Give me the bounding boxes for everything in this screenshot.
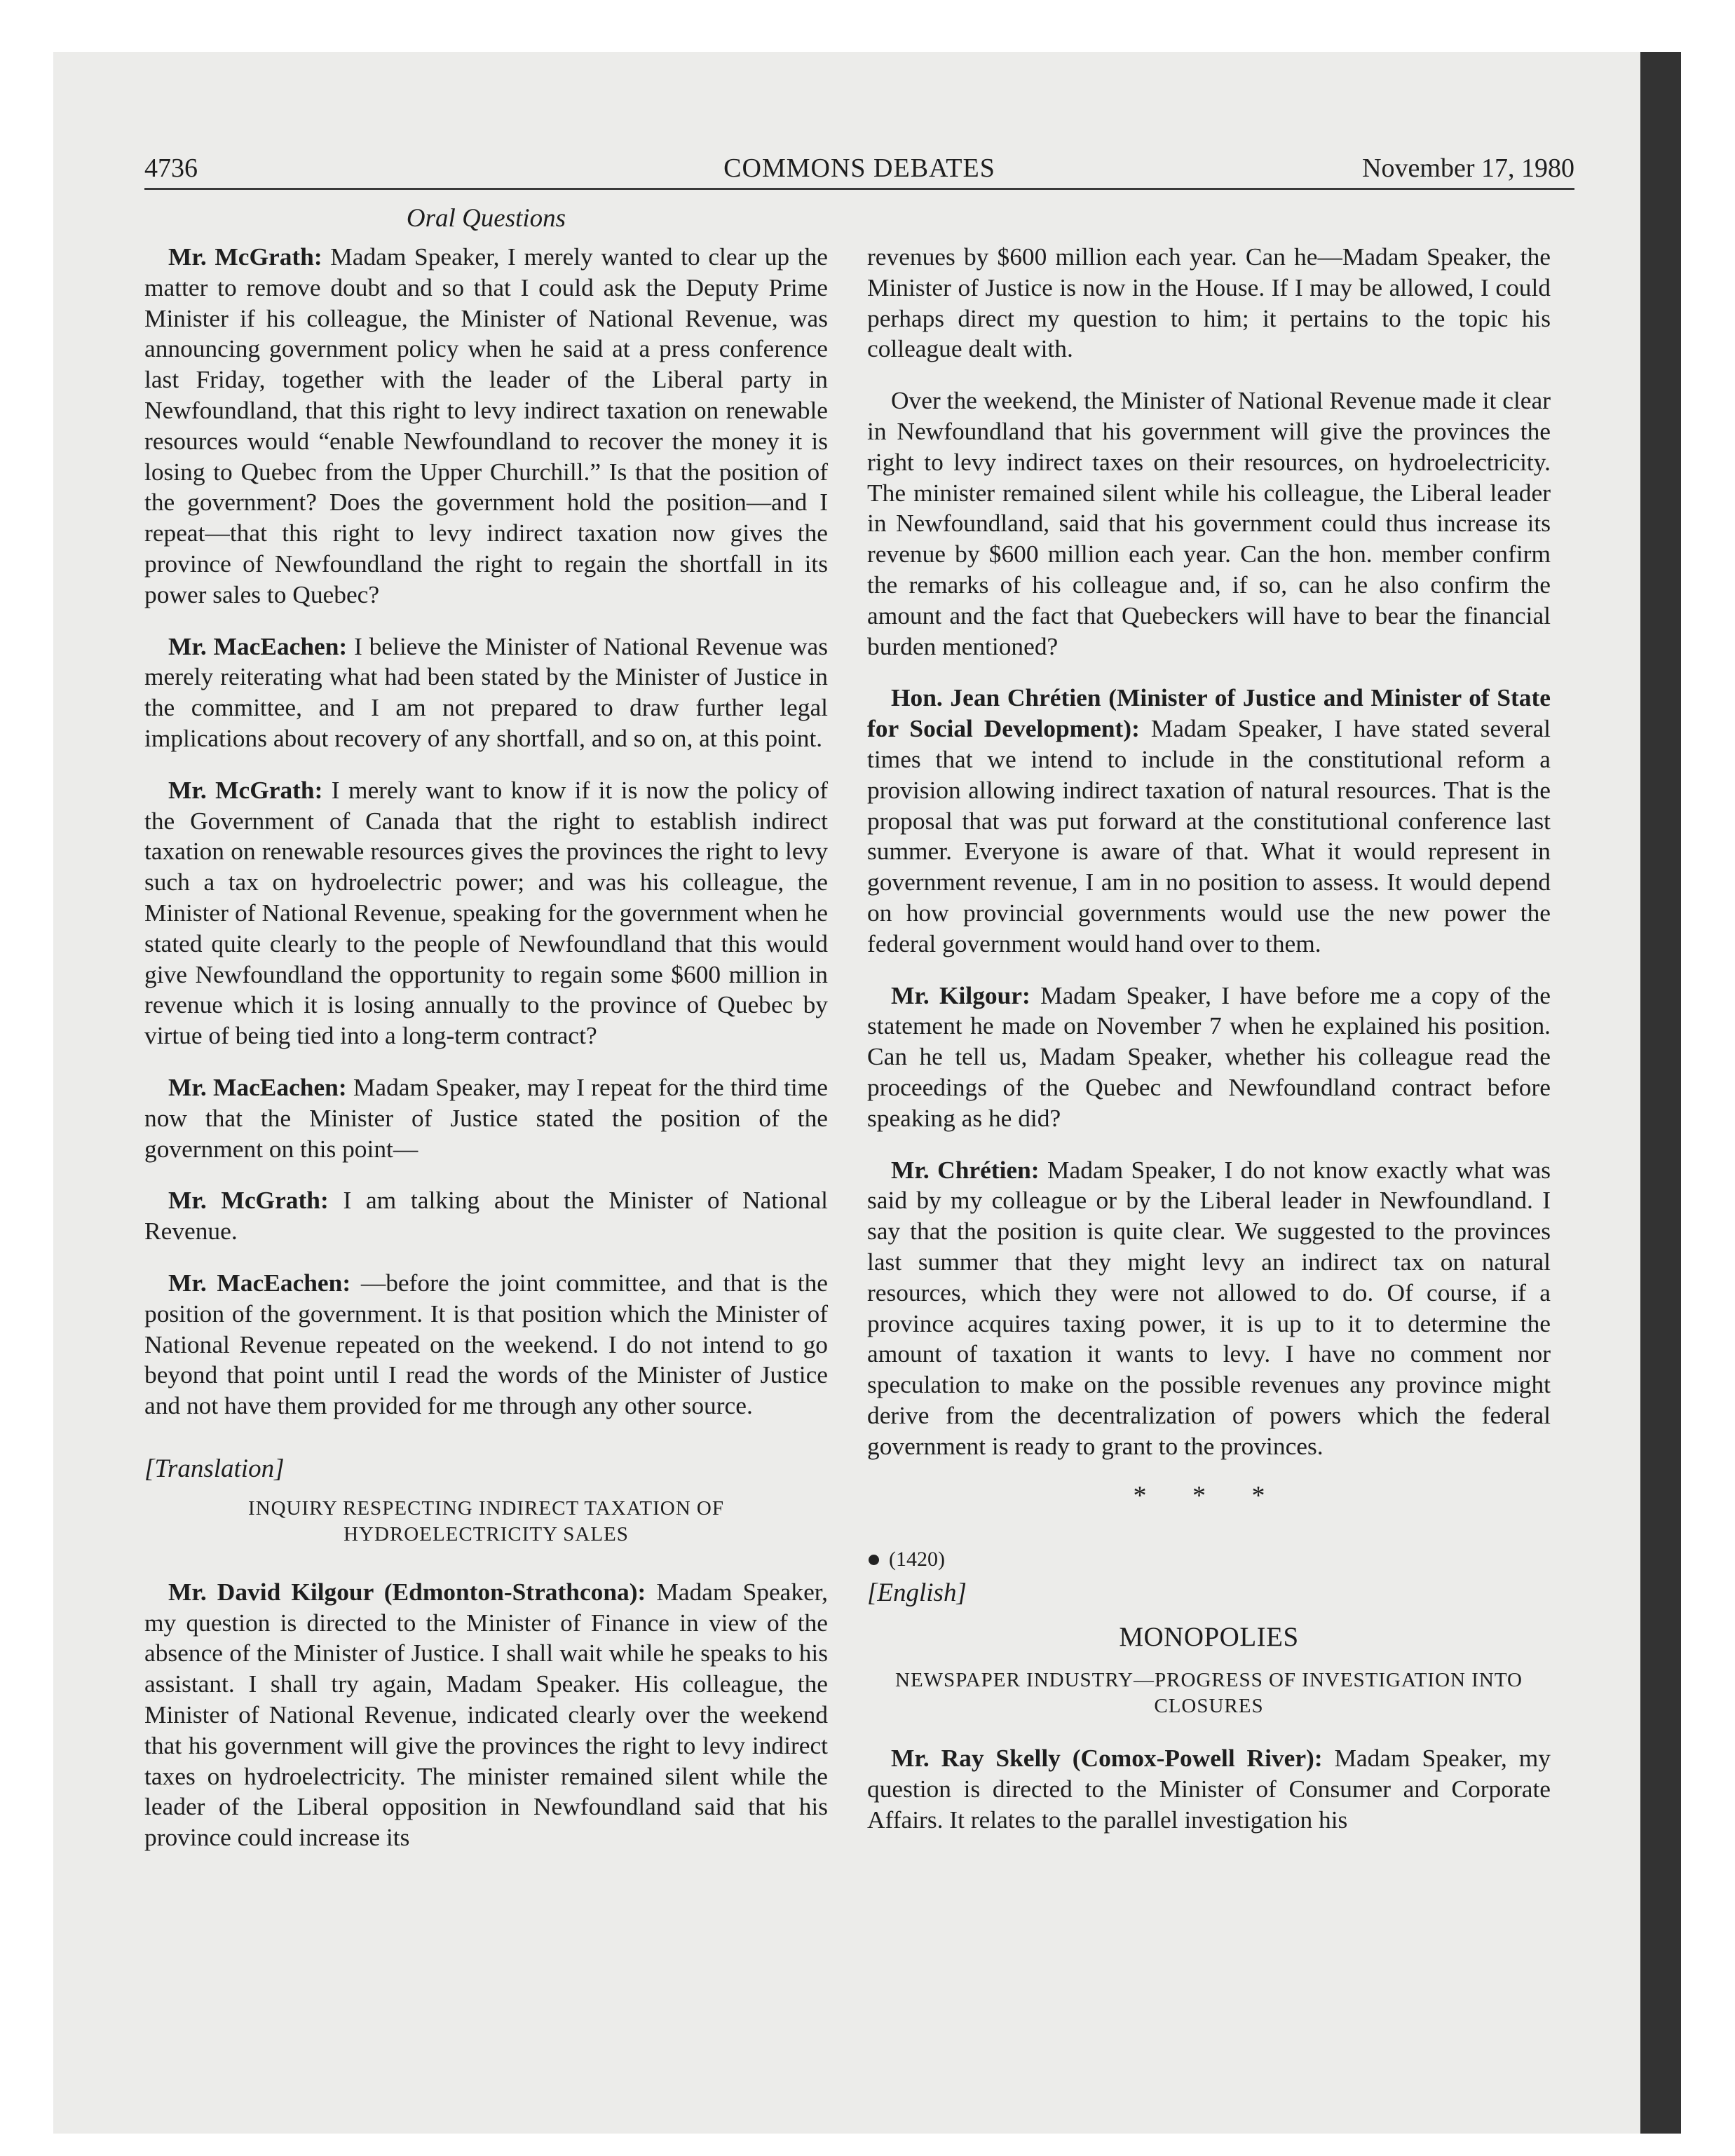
right-column bbox=[867, 242, 1551, 1836]
bullet-icon bbox=[869, 1555, 879, 1565]
speech-text: Madam Speaker, my question is directed to the Minister of Consumer and Corporate Affairs. It relates to the parallel investigation his bbox=[867, 1744, 1551, 1834]
time-marker bbox=[867, 1546, 1551, 1574]
subheading-line: HYDROELECTRICITY SALES bbox=[343, 1522, 629, 1546]
speaker-name: Mr. Chrétien: bbox=[891, 1155, 1040, 1184]
section-separator: * * * bbox=[1133, 1481, 1285, 1511]
page-header bbox=[144, 150, 1574, 186]
scan-edge-shadow bbox=[1640, 52, 1681, 2134]
publication-date: November 17, 1980 bbox=[1362, 153, 1574, 183]
paragraph bbox=[144, 775, 828, 1051]
speech-text: I am talking about the Minister of National Revenue. bbox=[144, 1186, 828, 1246]
speech-text: Madam Speaker, my question is directed to the Minister of Finance in view of the absence of the Minister of Justice. I shall wait while he speaks to his assistant. I shall try again, Madam Speaker. His colleague, the Minister of National Revenue, indicated clearly over the weekend that his government will give the provinces the right to levy indirect taxes on hydroelectricity. The minister remained silent while the leader of the Liberal opposition in Newfoundland said that his province could increase its bbox=[144, 1577, 829, 1852]
speaker-name: Mr. David Kilgour (Edmonton-Strathcona): bbox=[168, 1577, 646, 1606]
running-head: Oral Questions bbox=[406, 204, 566, 233]
paragraph bbox=[144, 1185, 828, 1247]
paragraph: revenues by $600 million each year. Can he—Madam Speaker, the Minister of Justice is now in the House. If I may be allowed, I could perhaps direct my question to him; it pertains to the topic his colleague dealt with. bbox=[867, 243, 1551, 363]
speaker-name: Hon. Jean Chrétien (Minister of Justice and Minister of State for Social Development): bbox=[867, 683, 1551, 743]
speech-text: Madam Speaker, may I repeat for the third time now that the Minister of Justice stated the position of the government on this point— bbox=[144, 1072, 828, 1163]
speaker-name: Mr. MacEachen: bbox=[168, 632, 348, 660]
paragraph bbox=[144, 1268, 828, 1421]
speaker-name: Mr. MacEachen: bbox=[168, 1268, 351, 1297]
subheading-inquiry bbox=[144, 1496, 828, 1548]
language-note: [English] bbox=[867, 1578, 967, 1608]
paragraph bbox=[867, 1155, 1551, 1462]
paragraph bbox=[144, 1577, 828, 1853]
paragraph bbox=[867, 683, 1551, 959]
speaker-name: Mr. Kilgour: bbox=[891, 981, 1030, 1009]
speech-text: Madam Speaker, I have before me a copy of the statement he made on November 7 when he explained his position. Can he tell us, Madam Speaker, whether his colleague read the proceedings of the Quebec and Newfoundland contract before speaking as he did? bbox=[867, 981, 1551, 1132]
speech-text: Madam Speaker, I do not know exactly what was said by my colleague or by the Liberal leader in Newfoundland. I say that the position is quite clear. We suggested to the provinces last summer that they might levy an indirect tax on natural resources, which they were not allowed to do. Of course, if a province acquires taxing power, it is up to it to determine the amount of taxation it wants to levy. I have no comment nor speculation to make on the possible revenues any province might derive from the decentralization of powers which the federal government is ready to grant to the provinces. bbox=[867, 1155, 1551, 1460]
subheading-line: INQUIRY RESPECTING INDIRECT TAXATION OF bbox=[248, 1496, 724, 1520]
speech-text: Madam Speaker, I merely wanted to clear up the matter to remove doubt and so that I could ask the Deputy Prime Minister if his colleague, the Minister of National Revenue, was announcing government policy when he said at a press conference last Friday, together with the leader of the Liberal party in Newfoundland, that this right to levy indirect taxation on renewable resources would “enable Newfoundland to recover the money it is losing to Quebec from the Upper Churchill.” Is that the position of the government? Does the government hold the position—and I repeat—that this right to levy indirect taxation now gives the province of Newfoundland the right to regain the shortfall in its power sales to Quebec? bbox=[144, 243, 828, 608]
subheading-line: CLOSURES bbox=[1154, 1695, 1264, 1718]
paragraph: Over the weekend, the Minister of National Revenue made it clear in Newfoundland that his government will give the provinces the right to levy indirect taxes on their resources, on hydroelectricity. The minister remained silent while his colleague, the Liberal leader in Newfoundland, said that his government could thus increase its revenue by $600 million each year. Can the hon. member confirm the remarks of his colleague and, if so, can he also confirm the amount and the fact that Quebeckers will have to bear the financial burden mentioned? bbox=[867, 386, 1551, 660]
time-marker-text: (1420) bbox=[889, 1548, 945, 1571]
translation-note: [Translation] bbox=[144, 1454, 285, 1483]
speech-text: I believe the Minister of National Revenue was merely reiterating what had been stated by the Minister of Justice in the committee, and I am not prepared to draw further legal implications about recovery of any shortfall, and so on, at this point. bbox=[144, 632, 829, 752]
page-number: 4736 bbox=[144, 153, 198, 183]
speech-text: —before the joint committee, and that is the position of the government. It is that position which the Minister of National Revenue repeated on the weekend. I do not intend to go beyond that point until I read the words of the Minister of Justice and not have them provided for me through any other source. bbox=[144, 1268, 828, 1420]
paragraph bbox=[867, 981, 1551, 1134]
speaker-name: Mr. McGrath: bbox=[168, 243, 322, 271]
speaker-name: Mr. McGrath: bbox=[168, 775, 323, 804]
paragraph bbox=[144, 1072, 828, 1164]
speech-text: I merely want to know if it is now the policy of the Government of Canada that the right to establish indirect taxation on renewable resources gives the provinces the right to levy such a tax on hydroelectric power; and was his colleague, the Minister of National Revenue, speaking for the government when he stated quite clearly to the people of Newfoundland that this would give Newfoundland the opportunity to regain some $600 million in revenue which it is losing annually to the province of Quebec by virtue of being tied into a long-term contract? bbox=[144, 775, 828, 1050]
header-rule bbox=[144, 188, 1574, 190]
speaker-name: Mr. Ray Skelly (Comox-Powell River): bbox=[891, 1744, 1323, 1773]
speaker-name: Mr. MacEachen: bbox=[168, 1072, 347, 1101]
left-column bbox=[144, 242, 828, 1853]
section-heading: MONOPOLIES bbox=[1119, 1622, 1299, 1653]
paragraph bbox=[867, 1743, 1551, 1835]
subheading-line: NEWSPAPER INDUSTRY—PROGRESS OF INVESTIGATION INTO bbox=[895, 1669, 1523, 1692]
paragraph bbox=[144, 242, 828, 610]
speaker-name: Mr. McGrath: bbox=[168, 1186, 329, 1215]
publication-title: COMMONS DEBATES bbox=[723, 153, 995, 183]
paragraph bbox=[144, 632, 828, 754]
speech-text: Madam Speaker, I have stated several times that we intend to include in the constitutional reform a provision allowing indirect taxation of natural resources. That is the proposal that was put forward at the constitutional conference last summer. Everyone is aware of that. What it would represent in government revenue, I am in no position to assess. It would depend on how provincial governments would use the new power the federal government would hand over to them. bbox=[867, 714, 1551, 957]
subheading-newspaper bbox=[867, 1667, 1551, 1719]
